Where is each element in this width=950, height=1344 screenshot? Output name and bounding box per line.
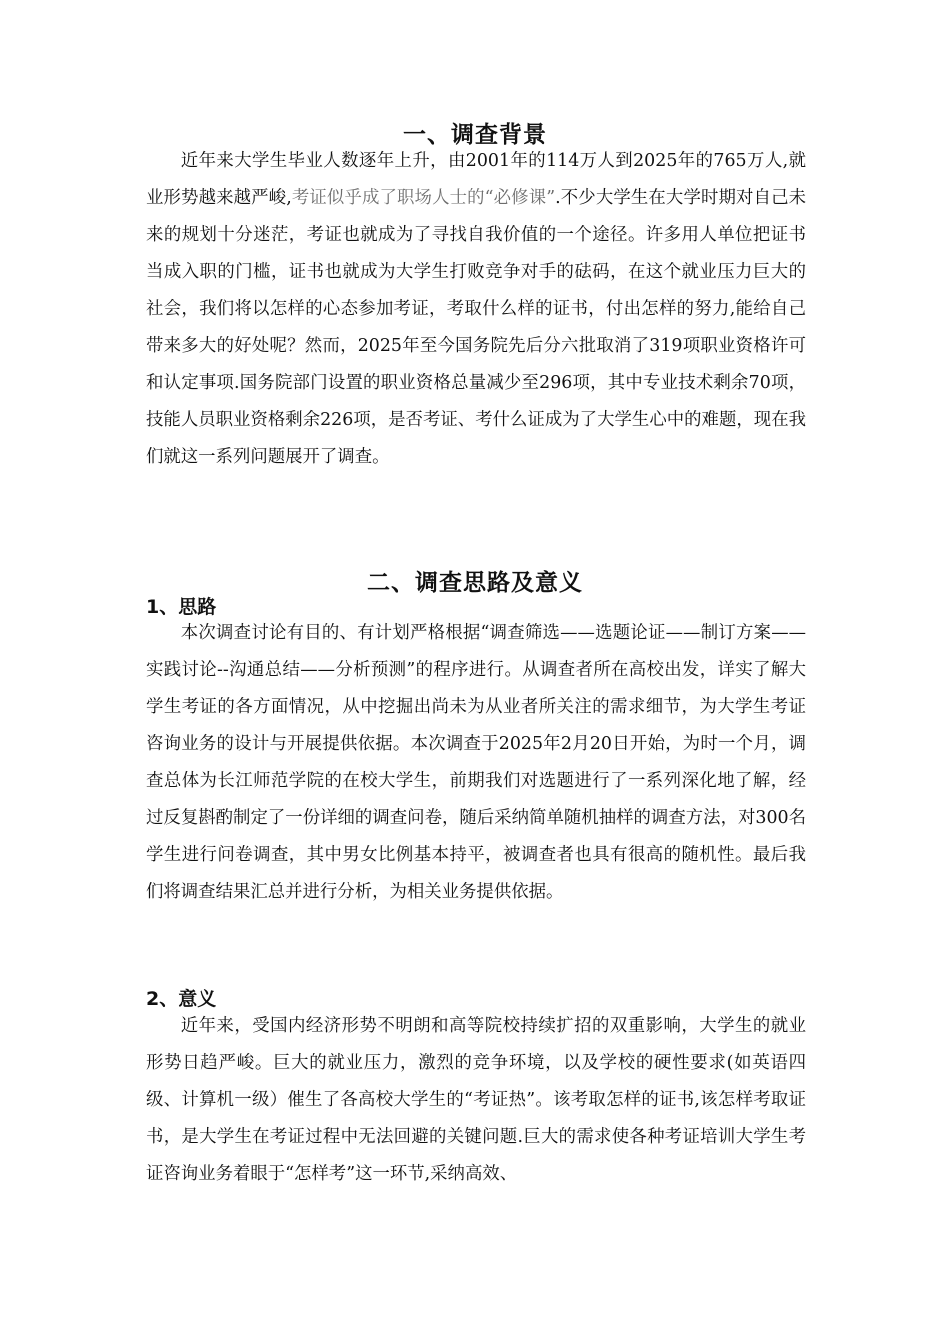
subheading-approach: 1、思路 xyxy=(146,596,217,618)
background-text-start: 近年来大学生毕业人数逐年上升，由2001年的114万人到2025年的765万人,就业形势越来越严峻, xyxy=(146,151,806,208)
approach-paragraph: 本次调查讨论有目的、有计划严格根据“调查筛选——选题论证——制订方案——实践讨论--沟通总结——分析预测”的程序进行。从调查者所在高校出发，详实了解大学生考证的各方面情况，从中挖掘出尚未为从业者所关注的需求细节，为大学生考证咨询业务的设计与开展提供依据。本次调查于2025年2月20日开始，为时一个月，调查总体为长江师范学院的在校大学生，前期我们对选题进行了一系列深化地了解，经过反复斟酌制定了一份详细的调查问卷，随后采纳简单随机抽样的调查方法，对300名学生进行问卷调查，其中男女比例基本持平，被调查者也具有很高的随机性。最后我们将调查结果汇总并进行分析，为相关业务提供依据。 xyxy=(146,623,806,902)
background-paragraph xyxy=(146,143,806,476)
section-title-approach: 二、调查思路及意义 xyxy=(367,570,583,596)
background-text-end: .不少大学生在大学时期对自己未来的规划十分迷茫，考证也就成为了寻找自我价值的一个途径。许多用人单位把证书当成入职的门槛，证书也就成为大学生打败竞争对手的砝码，在这个就业压力巨大的社会，我们将以怎样的心态参加考证，考取什么样的证书，付出怎样的努力,能给自己带来多大的好处呢？然而，2025年至今国务院先后分六批取消了319项职业资格许可和认定事项.国务院部门设置的职业资格总量减少至296项，其中专业技术剩余70项，技能人员职业资格剩余226项，是否考证、考什么证成为了大学生心中的难题，现在我们就这一系列问题展开了调查。 xyxy=(146,188,806,467)
section-title-background: 一、调查背景 xyxy=(403,122,547,148)
subheading-significance: 2、意义 xyxy=(146,988,217,1010)
significance-paragraph: 近年来，受国内经济形势不明朗和高等院校持续扩招的双重影响，大学生的就业形势日趋严峻。巨大的就业压力，激烈的竞争环境，以及学校的硬性要求(如英语四级、计算机一级）催生了各高校大学生的“考证热”。该考取怎样的证书,该怎样考取证书，是大学生在考证过程中无法回避的关键问题.巨大的需求使各种考证培训大学生考证咨询业务着眼于“怎样考”这一环节,采纳高效、 xyxy=(146,1016,806,1184)
background-text-highlight: 考证似乎成了职场人士的“必修课” xyxy=(291,188,556,208)
